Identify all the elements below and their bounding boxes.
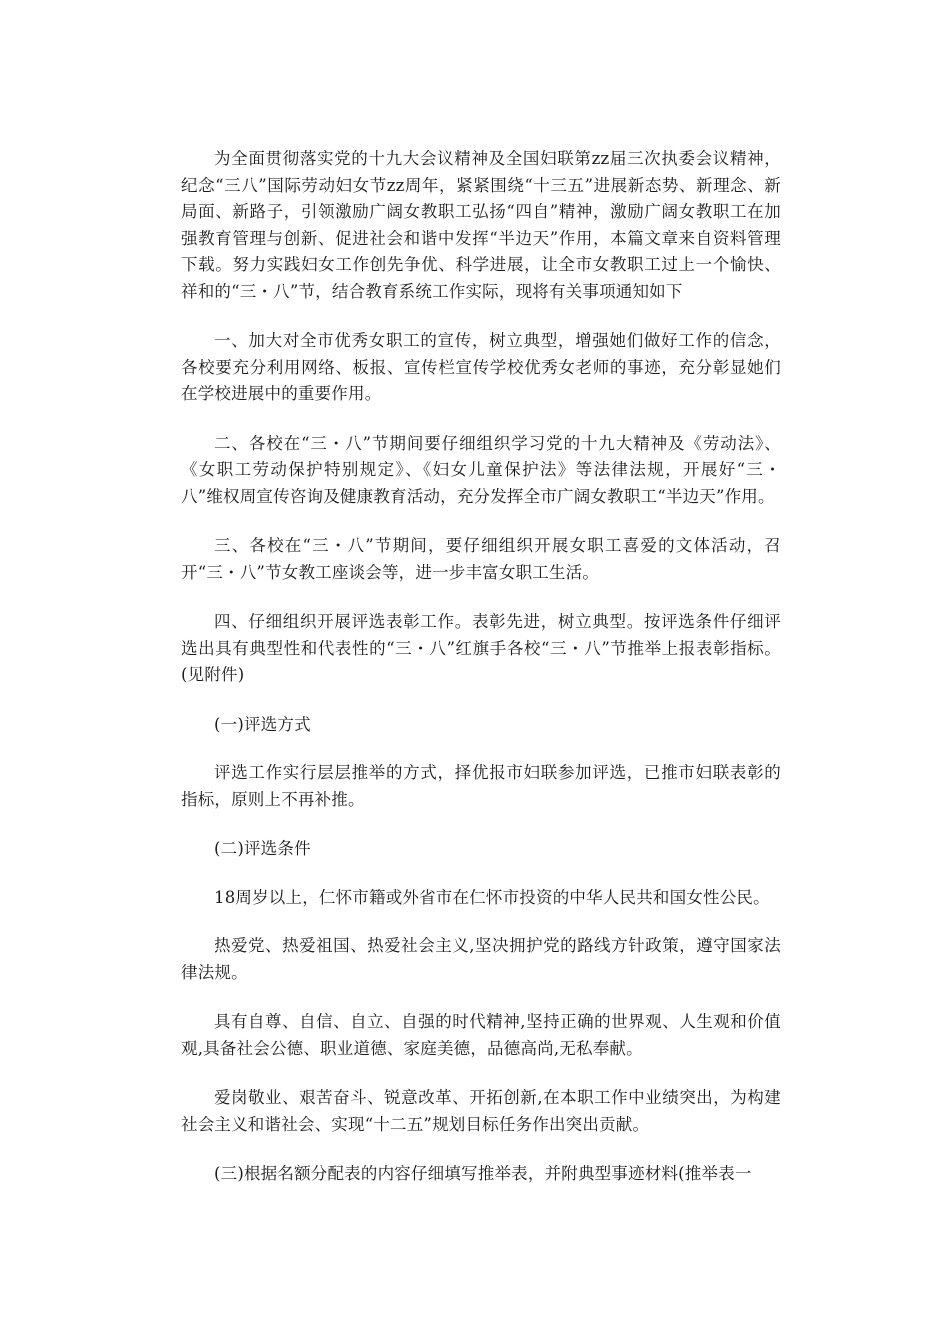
criteria-age-paragraph: 18周岁以上，仁怀市籍或外省市在仁怀市投资的中华人民共和国女性公民。 [214, 887, 770, 907]
section-heading-selection-method: (一)评选方式 [214, 714, 311, 734]
criteria-character-paragraph: 具有自尊、自信、自立、自强的时代精神,坚持正确的世界观、人生观和价值观,具备社会公德、职业道德、家庭美德，品德高尚,无私奉献。 [181, 1012, 781, 1058]
document-body [181, 146, 781, 1211]
item-three-paragraph: 三、各校在“三・八”节期间，要仔细组织开展女职工喜爱的文体活动，召开“三・八”节女教工座谈会等，进一步丰富女职工生活。 [181, 536, 781, 582]
item-four-paragraph: 四、仔细组织开展评选表彰工作。表彰先进，树立典型。按评选条件仔细评选出具有典型性和代表性的“三・八”红旗手各校“三・八”节推举上报表彰指标。(见附件) [181, 612, 781, 684]
section-heading-selection-criteria: (二)评选条件 [214, 839, 311, 858]
criteria-loyalty-paragraph: 热爱党、热爱祖国、热爱社会主义,坚决拥护党的路线方针政策，遵守国家法律法规。 [181, 936, 781, 982]
item-one-paragraph: 一、加大对全市优秀女职工的宣传，树立典型，增强她们做好工作的信念，各校要充分利用网络、板报、宣传栏宣传学校优秀女老师的事迹，充分彰显她们在学校进展中的重要作用。 [181, 331, 781, 403]
section-three-paragraph: (三)根据名额分配表的内容仔细填写推举表，并附典型事迹材料(推举表一 [214, 1164, 752, 1183]
item-two-paragraph: 二、各校在“三・八”节期间要仔细组织学习党的十九大精神及《劳动法》、《女职工劳动保护特别规定》、《妇女儿童保护法》等法律法规，开展好“三・八”维权周宣传咨询及健康教育活动，充分发挥全市广阔女教职工“半边天”作用。 [181, 433, 781, 506]
selection-method-paragraph: 评选工作实行层层推举的方式，择优报市妇联参加评选，已推市妇联表彰的指标，原则上不再补推。 [181, 763, 781, 809]
criteria-performance-paragraph: 爱岗敬业、艰苦奋斗、锐意改革、开拓创新,在本职工作中业绩突出，为构建社会主义和谐社会、实现“十二五”规划目标任务作出突出贡献。 [181, 1088, 781, 1134]
intro-paragraph: 为全面贯彻落实党的十九大会议精神及全国妇联第zz届三次执委会议精神，纪念“三八”国际劳动妇女节zz周年，紧紧围绕“十三五”进展新态势、新理念、新局面、新路子，引领激励广阔女教职工弘扬“四自”精神，激励广阔女教职工在加强教育管理与创新、促进社会和谐中发挥“半边天”作用，本篇文章来自资料管理下载。努力实践妇女工作创先争优、科学进展，让全市女教职工过上一个愉快、祥和的“三・八”节，结合教育系统工作实际，现将有关事项通知如下 [181, 149, 781, 301]
